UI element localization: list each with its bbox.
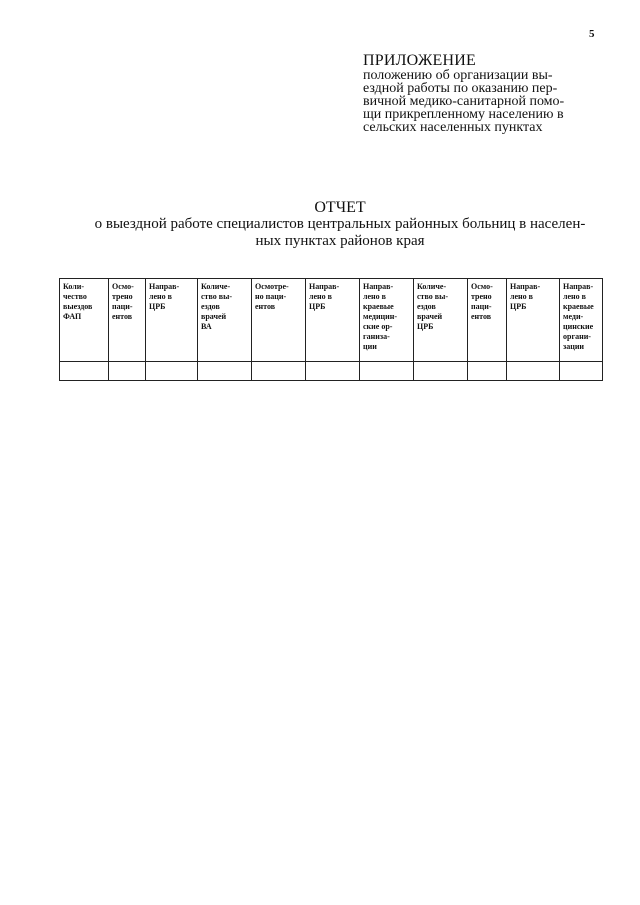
column-header-fap-examined: Осмо- трено паци- ентов [109,279,146,362]
column-header-va-referred-crb: Направ- лено в ЦРБ [306,279,360,362]
table-cell [507,362,560,381]
column-header-crb-trips: Количе- ство вы- ездов врачей ЦРБ [414,279,468,362]
column-header-fap-referred-crb: Направ- лено в ЦРБ [146,279,198,362]
table-row [60,362,603,381]
table-cell [109,362,146,381]
appendix-line: вичной медико-санитарной помо- [363,94,565,109]
table-cell [468,362,507,381]
table-cell [306,362,360,381]
appendix-line: сельских населенных пунктах [363,120,543,135]
column-header-va-referred-regional: Направ- лено в краевые медицин- ские ор- ганиза- ции [360,279,414,362]
table-cell [60,362,109,381]
table-cell [560,362,603,381]
table-cell [198,362,252,381]
column-header-va-examined: Осмотре- но паци- ентов [252,279,306,362]
column-header-fap-trips: Коли- чество выездов ФАП [60,279,109,362]
appendix-line: щи прикрепленному населению в [363,107,564,122]
appendix-block [363,52,603,134]
report-subtitle-line: ных пунктах районов края [255,233,425,249]
table-header-row [60,279,603,362]
appendix-title: ПРИЛОЖЕНИЕ [363,52,477,69]
table-cell [360,362,414,381]
table-cell [414,362,468,381]
report-table [59,278,603,381]
appendix-line: ездной работы по оказанию пер- [363,81,558,96]
report-subtitle-line: о выездной работе специалистов центральных районных больниц в населен- [94,216,586,232]
column-header-crb-examined: Осмо- трено паци- ентов [468,279,507,362]
table-cell [146,362,198,381]
column-header-crb-referred-crb: Направ- лено в ЦРБ [507,279,560,362]
column-header-va-trips: Количе- ство вы- ездов врачей ВА [198,279,252,362]
report-title: ОТЧЕТ [314,199,366,216]
column-header-crb-referred-regional: Направ- лено в краевые меди- цинские органи- зации [560,279,603,362]
table-cell [252,362,306,381]
appendix-line: положению об организации вы- [363,68,553,83]
report-subtitle [80,216,600,250]
page-number: 5 [589,28,595,40]
